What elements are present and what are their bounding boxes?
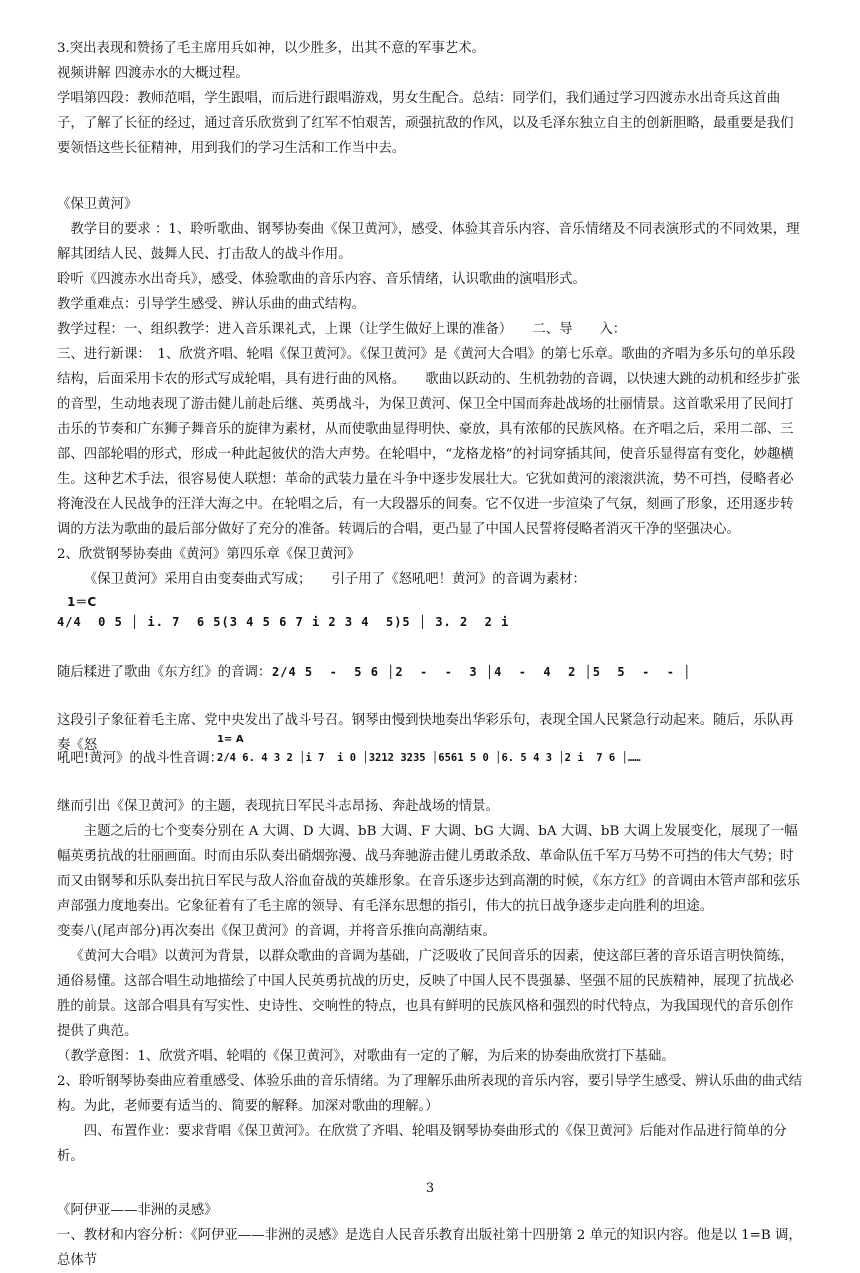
paragraph: （教学意图：1、欣赏齐唱、轮唱的《保卫黄河》，对歌曲有一定的了解，为后来的协奏曲欣赏打下基础。 [57, 1049, 675, 1064]
key-signature: 1= A [217, 734, 244, 745]
paragraph: 视频讲解 四渡赤水的大概过程。 [57, 66, 249, 81]
paragraph: 随后糅进了歌曲《东方红》的音调： [57, 665, 272, 680]
jianpu-notation: 2/4 6. 4 3 2 │i 7 i 0 │3212 3235 │6561 5 0 │6. 5 4 3 │2 i 7 6 │…… [217, 752, 641, 764]
paragraph: 学唱第四段：教师范唱，学生跟唱，而后进行跟唱游戏，男女生配合。总结：同学们，我们通过学习四渡赤水出奇兵这首曲子，了解了长征的经过，通过音乐欣赏到了红军不怕艰苦，顽强抗敌的作风，以及毛泽东独立自主的创新胆略，最重要是我们要领悟这些长征精神，用到我们的学习生活和工作当中去。 [57, 91, 794, 156]
paragraph: 四、布置作业：要求背唱《保卫黄河》。在欣赏了齐唱、轮唱及钢琴协奏曲形式的《保卫黄河》后能对作品进行简单的分析。 [57, 1124, 787, 1164]
paragraph: 一、教材和内容分析：《阿伊亚——非洲的灵感》是选自人民音乐教育出版社第十四册第 2 单元的知识内容。他是以 1=B 调，总体节 [57, 1228, 802, 1268]
jianpu-notation: 4/4 0 5 │ i. 7 6 5(3 4 5 6 7 i 2 3 4 5)5 │ 3. 2 2 i [57, 615, 510, 629]
paragraph: 教学目的要求 ：1、聆听歌曲、钢琴协奏曲《保卫黄河》，感受、体验其音乐内容、音乐情绪及不同表演形式的不同效果，理解其团结人民、鼓舞人民、打击敌人的战斗作用。 [57, 222, 800, 262]
paragraph: 继而引出《保卫黄河》的主题，表现抗日军民斗志昂扬、奔赴战场的情景。 [57, 799, 499, 814]
paragraph: 2、聆听钢琴协奏曲应着重感受、体验乐曲的音乐情绪。为了理解乐曲所表现的音乐内容，要引导学生感受、辨认乐曲的曲式结构。为此，老师要有适当的、简要的解释。加深对歌曲的理解。） [57, 1074, 802, 1114]
paragraph: 三、进行新课： 1、欣赏齐唱、轮唱《保卫黄河》。《保卫黄河》是《黄河大合唱》的第七乐章。歌曲的齐唱为多乐句的单乐段结构，后面采用卡农的形式写成轮唱，具有进行曲的风格。 歌曲以跃动的、生机勃勃的音调，以快速大跳的动机和经步扩张的音型，生动地表现了游击健儿前赴后继、英勇战斗，为保卫黄河、保卫全中国而奔赴战场的壮丽情景。这首歌采用了民间打击乐的节奏和广东狮子舞音乐的旋律为素材，从而使歌曲显得明快、豪放，具有浓郁的民族风格。在齐唱之后，采用二部、三部、四部轮唱的形式，形成一种此起彼伏的浩大声势。在轮唱中，“龙格龙格”的衬词穿插其间，使音乐显得富有变化，妙趣横生。这种艺术手法，很容易使人联想：革命的武装力量在斗争中逐步发展壮大。它犹如黄河的滚滚洪流，势不可挡，侵略者必将淹没在人民战争的汪洋大海之中。在轮唱之后，有一大段器乐的间奏。它不仅进一步渲染了气氛，刻画了形象，还用逐步转调的方法为歌曲的最后部分做好了充分的准备。转调后的合唱，更凸显了中国人民誓将侵略者消灭干净的坚强决心。 [57, 347, 801, 537]
jianpu-notation: 2/4 5 - 5 6 │2 - - 3 │4 - 4 2 │5 5 - - │ [272, 665, 692, 679]
paragraph: 教学过程：一、组织教学：进入音乐课礼式，上课（让学生做好上课的准备） 二、导 入： [57, 322, 627, 337]
section-title: 《阿伊亚——非洲的灵感》 [57, 1203, 218, 1218]
paragraph: 聆听《四渡赤水出奇兵》，感受、体验歌曲的音乐内容、音乐情绪，认识歌曲的演唱形式。 [57, 272, 586, 287]
notation-block-nuhou [57, 700, 805, 772]
document-page [57, 36, 805, 1273]
notation-line-dongfanghong [57, 646, 805, 700]
section-title: 《保卫黄河》 [57, 197, 138, 212]
paragraph: 2、欣赏钢琴协奏曲《黄河》第四乐章《保卫黄河》 [57, 547, 361, 562]
paragraph: 《保卫黄河》采用自由变奏曲式写成； 引子用了《怒吼吧！黄河》的音调为素材： [83, 572, 586, 587]
paragraph: 《黄河大合唱》以黄河为背景，以群众歌曲的音调为基础，广泛吸收了民间音乐的因素，使这部巨著的音乐语言明快简练，通俗易懂。这部合唱生动地描绘了中国人民英勇抗战的历史，反映了中国人民不畏强暴、坚强不屈的民族精神，展现了抗战必胜的前景。这部合唱具有写实性、史诗性、交响性的特点，也具有鲜明的民族风格和强烈的时代特点，为我国现代的音乐创作提供了典范。 [57, 949, 794, 1039]
paragraph: 3.突出表现和赞扬了毛主席用兵如神，以少胜多，出其不意的军事艺术。 [57, 41, 485, 56]
paragraph: 教学重难点：引导学生感受、辨认乐曲的曲式结构。 [57, 297, 365, 312]
notation-block-intro [57, 596, 805, 646]
paragraph: 主题之后的七个变奏分别在 A 大调、D 大调、bB 大调、F 大调、bG 大调、bA 大调、bB 大调上发展变化，展现了一幅幅英勇抗战的壮丽画面。时而由乐队奏出硝烟弥漫、战马奔驰游击健儿勇敢杀敌、革命队伍千军万马势不可挡的伟大气势；时而又由钢琴和乐队奏出抗日军民与敌人浴血奋战的英雄形象。在音乐逐步达到高潮的时候，《东方红》的音调由木管声部和弦乐声部强力度地奏出。它象征着有了毛主席的领导、有毛泽东思想的指引，伟大的抗日战争逐步走向胜利的坦途。 [57, 824, 801, 914]
paragraph: 这段引子象征着毛主席、党中央发出了战斗号召。钢琴由慢到快地奏出华彩乐句，表现全国人民紧急行动起来。随后，乐队再奏《怒 [57, 713, 794, 753]
key-signature: 1＝C [67, 595, 97, 609]
paragraph: 变奏八(尾声部分)再次奏出《保卫黄河》的音调，并将音乐推向高潮结束。 [57, 924, 496, 939]
page-number: 3 [425, 1181, 435, 1196]
paragraph: 吼吧!黄河》的战斗性音调： [57, 751, 224, 766]
